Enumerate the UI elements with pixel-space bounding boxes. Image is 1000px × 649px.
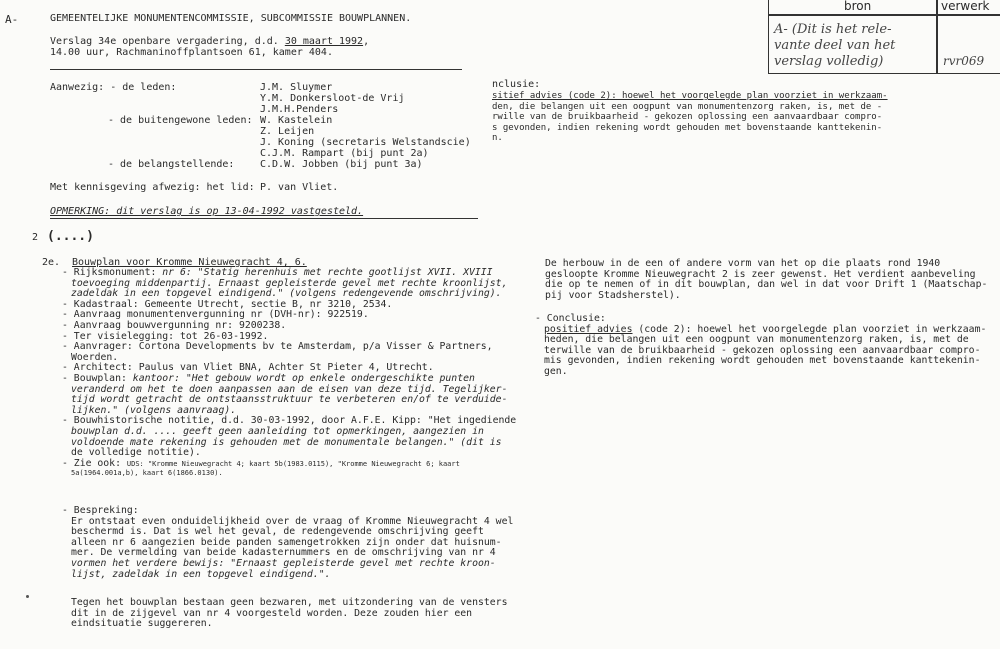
tegen-text: eindsituatie suggereren. <box>71 618 213 630</box>
fragment-conclusion-label: nclusie: <box>492 79 541 90</box>
stamp-header-rule <box>769 14 1000 16</box>
fragment-line: n. <box>492 133 503 144</box>
tegen-block <box>71 598 507 630</box>
archive-stamp <box>768 0 1000 74</box>
scan-speck <box>26 595 29 598</box>
architect-row: - Architect: Paulus van Vliet BNA, Achter St Pieter 4, Utrecht. <box>62 362 434 374</box>
member-1: J.M. Sluymer <box>260 82 333 93</box>
interested-label: - de belangstellende: <box>108 159 235 170</box>
bespreking-text: vormen het verdere bewijs: "Ernaast gepleisterde gevel met rechte kroon- <box>71 557 496 569</box>
meeting-location: 14.00 uur, Rachmaninoffplantsoen 61, kamer 404. <box>50 47 333 58</box>
attendance-label: Aanwezig: - de leden: <box>50 82 177 93</box>
meeting-prefix: Verslag 34e openbare vergadering, d.d. <box>50 36 285 47</box>
member-2: Y.M. Donkersloot-de Vrij <box>260 93 405 104</box>
bouwplan-label: Bouwplan: <box>73 372 127 384</box>
header-rule <box>50 69 462 70</box>
bespreking-text: Er ontstaat even onduidelijkheid over de vraag of Kromme Nieuwegracht 4 wel <box>71 515 514 527</box>
bouwplan-row: - Bouwplan: kantoor: "Het gebouw wordt op enkele ondergeschikte punten <box>62 372 475 384</box>
monumentenvergunning-row: - Aanvraag monumentenvergunning nr (DVH-nr): 922519. <box>62 309 369 321</box>
bouwplan-text: lijken." (volgens aanvraag). <box>71 404 237 416</box>
aanvrager-row: - Aanvrager: Cortona Developments bv te Amsterdam, p/a Visser & Partners, <box>62 341 493 353</box>
meeting-line <box>50 36 369 47</box>
fragment-line: s gevonden, indien rekening wordt gehouden met bovenstaande kanttekenin- <box>492 122 883 133</box>
bespreking-block <box>62 506 513 580</box>
architect-value: Paulus van Vliet BNA, Achter St Pieter 4, Utrecht. <box>138 362 434 374</box>
conclusion-label: - Conclusie: <box>535 313 606 324</box>
herbouw-text: gesloopte Kromme Nieuwegracht 2 is zeer gewenst. Het verdient aanbeveling <box>545 268 976 280</box>
remark-rule <box>50 218 478 219</box>
bouwvergunning-value: 9200238. <box>238 319 287 331</box>
bespreking-text: beschermd is. Dat is wel het geval, de redengevende omschrijving geeft <box>71 526 484 538</box>
absent-person: P. van Vliet. <box>260 182 339 193</box>
meeting-date: 30 maart 1992 <box>284 36 364 47</box>
advice-text: (code 2): hoewel het voorgelegde plan voorziet in werkzaam- <box>632 323 987 335</box>
monumentenvergunning-label: Aanvraag monumentenvergunning nr (DVH-nr): <box>73 309 322 321</box>
visielegging-label: Ter visielegging: <box>73 330 175 342</box>
kadastraal-row: - Kadastraal: Gemeente Utrecht, sectie B, nr 3210, 2534. <box>62 298 393 310</box>
bouwvergunning-label: Aanvraag bouwvergunning nr: <box>73 319 234 331</box>
extra-member-2: Z. Leijen <box>260 126 315 137</box>
bouwplan-text: tijd wordt getracht de ontstaansstruktuur te verbeteren en/of te verduide- <box>71 394 508 406</box>
extra-member-3: J. Koning (secretaris Welstandscie) <box>260 137 471 148</box>
zieook-label: Zie ook: <box>73 457 121 469</box>
bouwhistorie-label: Bouwhistorische notitie, <box>73 415 216 427</box>
advice-text: heden, die belangen uit een oogpunt van monumentenzorg raken, is, met de <box>544 334 969 346</box>
advice-text: mis gevonden, indien rekening wordt gehouden met bovenstaande kanttekenin- <box>544 355 981 367</box>
tegen-text: dit in de zijgevel van nr 4 voorgesteld worden. Deze zouden hier een <box>71 607 473 619</box>
monumentenvergunning-value: 922519. <box>327 309 369 321</box>
advice-text: terwille van de bruikbaarheid - gekozen oplossing een aanvaardbaar compro- <box>544 344 981 356</box>
bespreking-text: mer. De vermelding van beide kadasternummers en de omschrijving van nr 4 <box>71 547 496 559</box>
bouwvergunning-row: - Aanvraag bouwvergunning nr: 9200238. <box>62 319 287 331</box>
bouwhistorie-text: voldoende mate rekening is gehouden met de monumentale belangen." (dit is <box>71 436 502 448</box>
bouwhistorie-row: - Bouwhistorische notitie, d.d. 30-03-1992, door A.F.E. Kipp: "Het ingediende <box>62 415 517 427</box>
fragment-line: rwille van de bruikbaarheid - gekozen oplossing een aanvaardbaar compro- <box>492 112 883 123</box>
stamp-note-1: A- (Dit is het rele- <box>774 22 892 37</box>
extra-members-label: - de buitengewone leden: <box>108 115 253 126</box>
item-details <box>62 268 516 478</box>
bouwhistorie-text: bouwplan d.d. .... geeft geen aanleiding tot opmerkingen, aangezien in <box>71 425 484 437</box>
advice-text: gen. <box>544 365 568 377</box>
tegen-text: Tegen het bouwplan bestaan geen bezwaren, met uitzondering van de vensters <box>71 597 508 608</box>
conclusion-block <box>535 314 986 378</box>
kadastraal-label: Kadastraal: <box>73 298 139 310</box>
document-title: GEMEENTELIJKE MONUMENTENCOMMISSIE, SUBCOMMISSIE BOUWPLANNEN. <box>50 13 412 24</box>
visielegging-row: - Ter visielegging: tot 26-03-1992. <box>62 330 269 342</box>
herbouw-text: die op te nemen of in dit bouwplan, dan wel in dat voor Drift 1 (Maatschap- <box>545 279 988 291</box>
bespreking-label: Bespreking: <box>73 505 139 516</box>
bouwplan-text: veranderd om het te doen aanpassen aan de eisen van deze tijd. Tegelijker- <box>71 383 508 395</box>
remark: OPMERKING: dit verslag is op 13-04-1992 vastgesteld. <box>50 206 364 217</box>
item-number: 2e. <box>42 257 61 268</box>
visielegging-value: tot 26-03-1992. <box>179 330 269 342</box>
stamp-col-verwerk: verwerk <box>941 0 990 13</box>
zieook-text: 5a(1964.001a,b), kaart 6(1866.0130). <box>71 469 223 478</box>
ellipsis-number: 2 <box>32 232 39 243</box>
section-mark: A- <box>5 13 19 26</box>
extra-member-1: W. Kastelein <box>260 115 333 126</box>
rijksmonument-text: toevoeging middenpartij. Ernaast gepleisterde gevel met rechte kroonlijst, <box>71 277 508 289</box>
stamp-note-3: verslag volledig) <box>774 54 884 69</box>
bespreking-row: - Bespreking: <box>62 505 139 516</box>
fragment-conclusion-text <box>492 91 888 144</box>
bespreking-text: lijst, zadeldak in een topgevel eindigend.". <box>71 568 331 580</box>
architect-label: Architect: <box>73 362 133 374</box>
aanvrager-label: Aanvrager: <box>73 341 133 353</box>
bespreking-text: alleen nr 6 aangezien beide panden samengetrokken zijn onder dat huisnum- <box>71 536 502 548</box>
zieook-text: UDS: "Kromme Nieuwegracht 4; kaart 5b(1983.0115), "Kromme Nieuwegracht 6; kaart <box>126 459 460 468</box>
herbouw-text: De herbouw in de een of andere vorm van het op die plaats rond 1940 <box>545 258 941 269</box>
meeting-suffix: , <box>363 36 370 47</box>
interested-person: C.D.W. Jobben (bij punt 3a) <box>260 159 423 170</box>
zieook-row: - Zie ook: UDS: "Kromme Nieuwegracht 4; kaart 5b(1983.0115), "Kromme Nieuwegracht 6; kaart <box>62 457 460 469</box>
aanvrager-value: Cortona Developments bv te Amsterdam, p/a Visser & Partners, <box>138 341 493 353</box>
stamp-col-bron: bron <box>844 0 872 13</box>
absent-label: Met kennisgeving afwezig: het lid: <box>50 182 255 193</box>
bouwhistorie-text: de volledige notitie). <box>71 447 201 459</box>
stamp-ref: rvr069 <box>943 54 985 68</box>
kadastraal-value: Gemeente Utrecht, sectie B, nr 3210, 2534. <box>144 298 393 310</box>
rijksmonument-label: Rijksmonument: <box>73 267 157 278</box>
herbouw-text: pij voor Stadsherstel). <box>545 289 681 301</box>
fragment-line: den, die belangen uit een oogpunt van monumentenzorg raken, is, met de - <box>492 101 883 112</box>
aanvrager-value: Woerden. <box>71 351 119 363</box>
rijksmonument-text: nr 6: "Statig herenhuis met rechte gootlijst XVII. XVIII <box>162 267 493 278</box>
member-3: J.M.H.Penders <box>260 104 339 115</box>
bouwplan-text: kantoor: "Het gebouw wordt op enkele ondergeschikte punten <box>132 372 475 384</box>
rijksmonument-row: - Rijksmonument: nr 6: "Statig herenhuis met rechte gootlijst XVII. XVIII <box>62 267 493 278</box>
stamp-divider <box>936 0 938 73</box>
advice-verdict: positief advies <box>544 323 633 335</box>
fragment-line: sitief advies (code 2): hoewel het voorgelegde plan voorziet in werkzaam- <box>492 91 888 101</box>
extra-member-4: C.J.M. Rampart (bij punt 2a) <box>260 148 429 159</box>
stamp-note-2: vante deel van het <box>774 38 896 53</box>
rijksmonument-text: zadeldak in een topgevel eindigend." (volgens redengevende omschrijving). <box>71 288 502 300</box>
herbouw-block <box>545 259 987 301</box>
item-title: Bouwplan voor Kromme Nieuwegracht 4, 6. <box>72 257 307 268</box>
ellipsis-text: (....) <box>47 229 94 244</box>
bouwhistorie-text: d.d. 30-03-1992, door A.F.E. Kipp: "Het ingediende <box>221 415 517 427</box>
